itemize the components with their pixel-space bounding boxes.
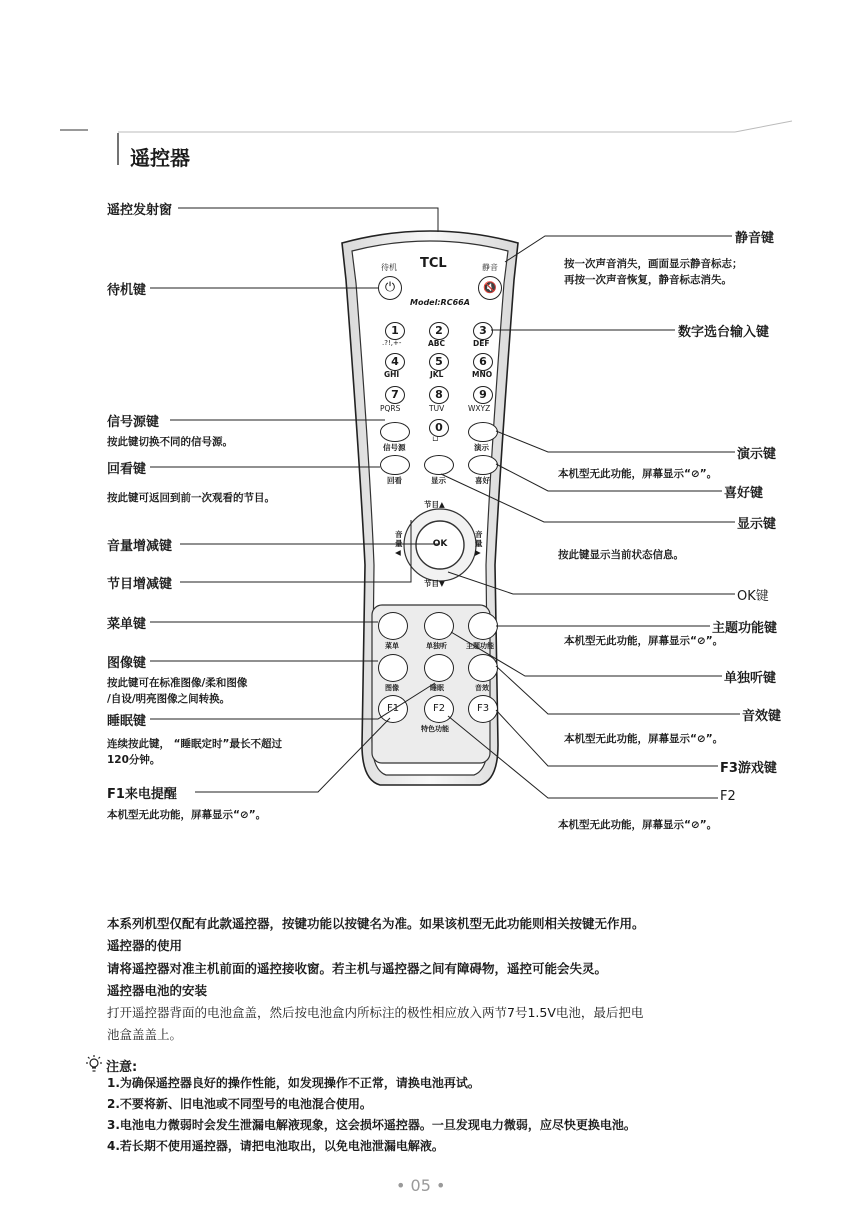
vol-down-button[interactable] bbox=[393, 526, 407, 562]
page-title: 遥控器 bbox=[130, 146, 190, 170]
source-key-label: 信号源 bbox=[383, 443, 406, 452]
digit-key-7[interactable]: 7 bbox=[385, 386, 405, 404]
callout-mute: 静音键 bbox=[735, 231, 775, 246]
remote-brand: TCL bbox=[420, 256, 447, 271]
callout-menu: 菜单键 bbox=[107, 617, 147, 632]
digit-letters-1: .?!,+- bbox=[382, 339, 402, 347]
mute-button[interactable] bbox=[478, 276, 502, 300]
callout-source: 信号源键 bbox=[107, 415, 160, 430]
notice-item-1: 1.为确保遥控器良好的操作性能，如发现操作不正常，请换电池再试。 bbox=[107, 1076, 480, 1090]
vol-left-label: 音量◀ bbox=[395, 530, 403, 557]
prog-down-label: 节目▼ bbox=[424, 579, 445, 588]
callout-ok: OK键 bbox=[737, 589, 769, 604]
callout-sleep-note-2: 120分钟。 bbox=[107, 754, 161, 766]
digit-key-5[interactable]: 5 bbox=[429, 353, 449, 371]
notice-item-4: 4.若长期不使用遥控器，请把电池取出，以免电池泄漏电解液。 bbox=[107, 1139, 444, 1153]
menu-button[interactable] bbox=[378, 612, 408, 640]
special-label: 特色功能 bbox=[421, 725, 449, 733]
notice-item-3: 3.电池电力微弱时会发生泄漏电解液现象，这会损坏遥控器。一旦发现电力微弱，应尽快更换电池。 bbox=[107, 1118, 636, 1132]
prog-up-button[interactable] bbox=[420, 510, 456, 522]
digit-letters-5: JKL bbox=[430, 370, 444, 379]
callout-transmitter: 遥控发射窗 bbox=[107, 203, 173, 218]
mute-label: 静音 bbox=[482, 263, 498, 272]
callout-recall: 回看键 bbox=[107, 462, 147, 477]
page-number: • 05 • bbox=[396, 1176, 446, 1195]
sleep-button[interactable] bbox=[424, 654, 454, 682]
notice-title: 注意: bbox=[106, 1060, 138, 1075]
callout-favorite: 喜好键 bbox=[724, 486, 764, 501]
favorite-key-label: 喜好 bbox=[475, 476, 490, 485]
f3-button[interactable]: F3 bbox=[468, 695, 498, 723]
callout-display-note: 按此键显示当前状态信息。 bbox=[558, 549, 684, 561]
usage-title: 遥控器的使用 bbox=[107, 938, 183, 953]
notice-item-2: 2.不要将新、旧电池或不同型号的电池混合使用。 bbox=[107, 1097, 372, 1111]
f1-button[interactable]: F1 bbox=[378, 695, 408, 723]
digit-key-2[interactable]: 2 bbox=[429, 322, 449, 340]
callout-theme-note: 本机型无此功能，屏幕显示“⊘”。 bbox=[564, 635, 724, 647]
callout-sleep-note-1: 连续按此键， “睡眠定时”最长不超过 bbox=[107, 738, 282, 750]
prog-down-button[interactable] bbox=[420, 570, 456, 582]
vol-up-button[interactable] bbox=[473, 526, 487, 562]
power-button[interactable] bbox=[378, 276, 402, 300]
mute-icon: 🔇 bbox=[483, 281, 497, 294]
sound-key-label: 音效 bbox=[475, 684, 489, 692]
battery-text-1: 打开遥控器背面的电池盒盖，然后按电池盒内所标注的极性相应放入两节7号1.5V电池，最后把电 bbox=[107, 1005, 644, 1020]
callout-picture-note-1: 按此键可在标准图像/柔和图像 bbox=[107, 677, 248, 689]
callout-picture-note-2: /自设/明亮图像之间转换。 bbox=[107, 693, 231, 705]
digit-key-0[interactable]: 0 bbox=[429, 419, 449, 437]
vol-right-label: 音量▶ bbox=[475, 530, 483, 557]
digit-key-9[interactable]: 9 bbox=[473, 386, 493, 404]
callout-f1: F1来电提醒 bbox=[107, 787, 177, 802]
digit-letters-0: └┘ bbox=[431, 437, 440, 445]
callout-demo-note: 本机型无此功能，屏幕显示“⊘”。 bbox=[558, 468, 718, 480]
source-button[interactable] bbox=[380, 422, 410, 442]
digit-letters-8: TUV bbox=[429, 404, 445, 413]
sound-button[interactable] bbox=[468, 654, 498, 682]
digit-letters-7: PQRS bbox=[380, 404, 401, 413]
recall-button[interactable] bbox=[380, 455, 410, 475]
callout-source-note: 按此键切换不同的信号源。 bbox=[107, 436, 233, 448]
battery-text-2: 池盒盖盖上。 bbox=[107, 1027, 183, 1042]
callout-recall-note: 按此键可返回到前一次观看的节目。 bbox=[107, 492, 275, 504]
callout-f1-note: 本机型无此功能，屏幕显示“⊘”。 bbox=[107, 809, 267, 821]
digit-letters-3: DEF bbox=[473, 339, 490, 348]
sleep-key-label: 睡眠 bbox=[430, 684, 444, 692]
callout-sound: 音效键 bbox=[742, 709, 782, 724]
digit-key-6[interactable]: 6 bbox=[473, 353, 493, 371]
callout-display: 显示键 bbox=[737, 517, 777, 532]
power-icon: ⏻ bbox=[384, 280, 396, 295]
callout-theme: 主题功能键 bbox=[712, 621, 778, 636]
demo-button[interactable] bbox=[468, 422, 498, 442]
header-rule bbox=[0, 0, 852, 180]
solo-key-label: 单独听 bbox=[426, 642, 447, 650]
picture-button[interactable] bbox=[378, 654, 408, 682]
digit-key-3[interactable]: 3 bbox=[473, 322, 493, 340]
picture-key-label: 图像 bbox=[385, 684, 399, 692]
callout-picture: 图像键 bbox=[107, 656, 147, 671]
display-button[interactable] bbox=[424, 455, 454, 475]
display-key-label: 显示 bbox=[431, 476, 446, 485]
digit-key-1[interactable]: 1 bbox=[385, 322, 405, 340]
theme-button[interactable] bbox=[468, 612, 498, 640]
callout-demo: 演示键 bbox=[737, 447, 777, 462]
callout-digits: 数字选台输入键 bbox=[678, 325, 770, 340]
power-label: 待机 bbox=[381, 263, 397, 272]
digit-letters-2: ABC bbox=[428, 339, 446, 348]
demo-key-label: 演示 bbox=[474, 443, 489, 452]
battery-title: 遥控器电池的安装 bbox=[107, 983, 208, 998]
ok-button[interactable]: OK bbox=[432, 539, 448, 549]
callout-sound-note: 本机型无此功能，屏幕显示“⊘”。 bbox=[564, 733, 724, 745]
callout-f2-note: 本机型无此功能，屏幕显示“⊘”。 bbox=[558, 819, 718, 831]
intro-paragraph: 本系列机型仅配有此款遥控器，按键功能以按键名为准。如果该机型无此功能则相关按键无作用。 bbox=[107, 916, 645, 931]
usage-text: 请将遥控器对准主机前面的遥控接收窗。若主机与遥控器之间有障碍物，遥控可能会失灵。 bbox=[107, 961, 608, 976]
callout-mute-note-2: 再按一次声音恢复，静音标志消失。 bbox=[564, 274, 732, 286]
callout-standby: 待机键 bbox=[107, 283, 147, 298]
favorite-button[interactable] bbox=[468, 455, 498, 475]
callout-volume: 音量增减键 bbox=[107, 539, 173, 554]
theme-key-label: 主题功能 bbox=[466, 642, 494, 650]
callout-sleep: 睡眠键 bbox=[107, 714, 147, 729]
solo-button[interactable] bbox=[424, 612, 454, 640]
callout-mute-note-1: 按一次声音消失，画面显示静音标志； bbox=[564, 258, 743, 270]
callout-f3: F3游戏键 bbox=[720, 761, 777, 776]
remote-model: Model:RC66A bbox=[410, 298, 470, 307]
lightbulb-icon bbox=[84, 1054, 104, 1074]
digit-letters-6: MNO bbox=[472, 370, 493, 379]
digit-key-4[interactable]: 4 bbox=[385, 353, 405, 371]
callout-f2: F2 bbox=[720, 789, 736, 804]
callout-solo: 单独听键 bbox=[724, 671, 777, 686]
menu-key-label: 菜单 bbox=[385, 642, 399, 650]
f2-button[interactable]: F2 bbox=[424, 695, 454, 723]
digit-letters-4: GHI bbox=[384, 370, 400, 379]
digit-letters-9: WXYZ bbox=[468, 404, 491, 413]
callout-program: 节目增减键 bbox=[107, 577, 173, 592]
prog-up-label: 节目▲ bbox=[424, 500, 445, 509]
recall-key-label: 回看 bbox=[387, 476, 402, 485]
digit-key-8[interactable]: 8 bbox=[429, 386, 449, 404]
